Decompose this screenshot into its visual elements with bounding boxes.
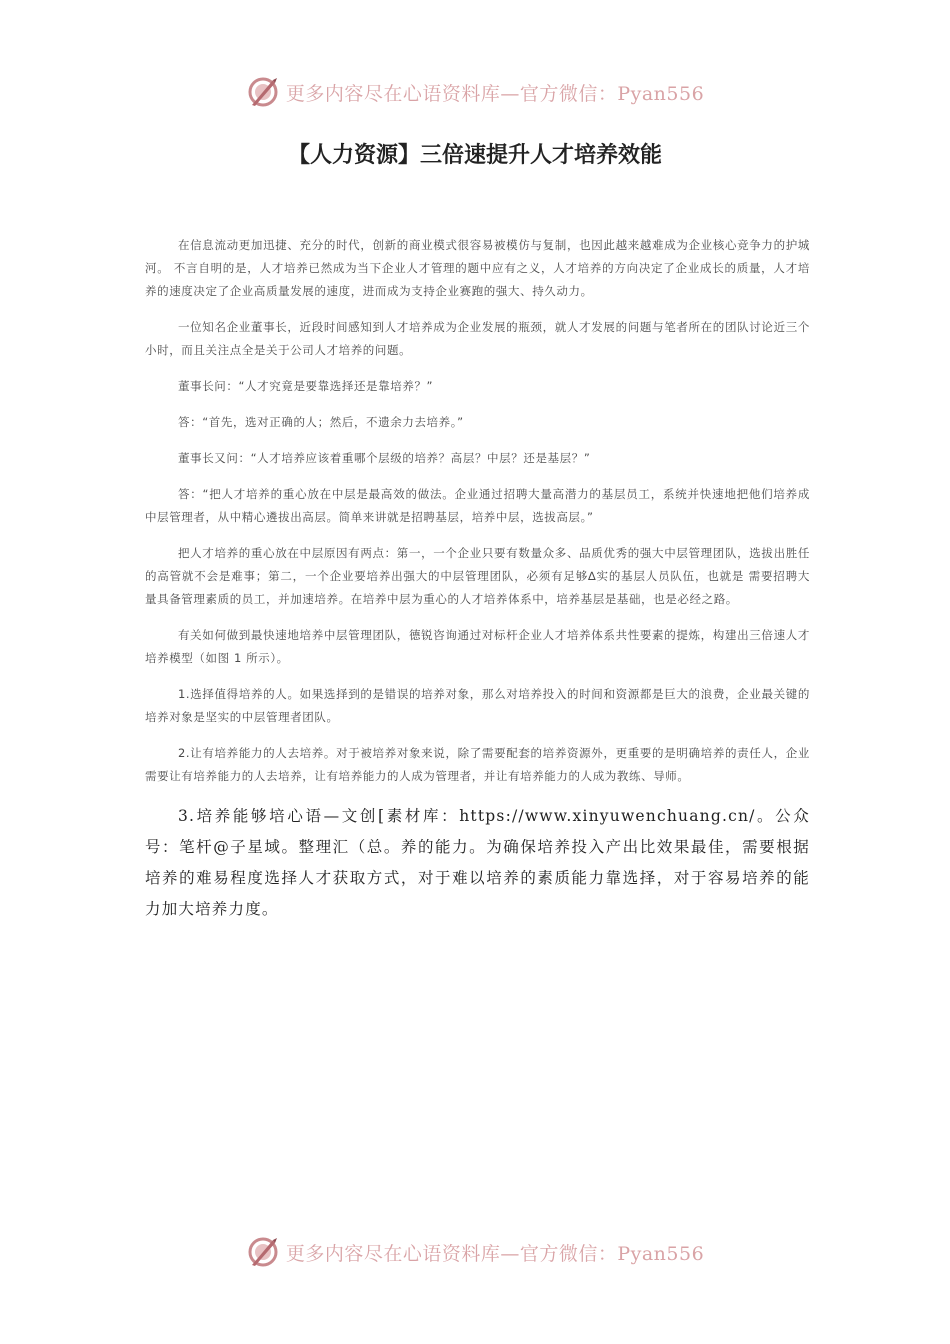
- quill-seal-icon: [246, 1235, 280, 1269]
- article-body: [145, 234, 810, 938]
- closing-paragraph: 3.培养能够培心语—文创[素材库：https://www.xinyuwenchuang.cn/。公众号：笔杆@子星域。整理汇（总。养的能力。为确保培养投入产出比效果最佳，需要根据培养的难易程度选择人才获取方式，对于难以培养的素质能力靠选择，对于容易培养的能力加大培养力度。: [145, 807, 810, 918]
- paragraph: 把人才培养的重心放在中层原因有两点：第一，一个企业只要有数量众多、品质优秀的强大中层管理团队，选拔出胜任的高管就不会是难事；第二，一个企业要培养出强大的中层管理团队，必须有足够∆实的基层人员队伍，也就是 需要招聘大量具备管理素质的员工，并加速培养。在培养中层为重心的人才培养体系中，培养基层是基础，也是必经之路。: [145, 546, 810, 606]
- paragraph: 2.让有培养能力的人去培养。对于被培养对象来说，除了需要配套的培养资源外，更重要的是明确培养的责任人，企业需要让有培养能力的人去培养，让有培养能力的人成为管理者，并让有培养能力的人成为教练、导师。: [145, 746, 810, 783]
- page-title: 【人力资源】三倍速提升人才培养效能: [287, 143, 662, 168]
- paragraph: 董事长问：“人才究竟是要靠选择还是靠培养？”: [178, 379, 434, 393]
- header-banner: [0, 72, 950, 112]
- paragraph: 1.选择值得培养的人。如果选择到的是错误的培养对象，那么对培养投入的时间和资源都是巨大的浪费，企业最关键的培养对象是坚实的中层管理者团队。: [145, 687, 810, 724]
- paragraph: 有关如何做到最快速地培养中层管理团队，德锐咨询通过对标杆企业人才培养体系共性要素的提炼，构建出三倍速人才培养模型（如图 1 所示）。: [145, 628, 810, 665]
- banner-text: 更多内容尽在心语资料库—官方微信：Pyan556: [285, 1242, 705, 1265]
- banner-text: 更多内容尽在心语资料库—官方微信：Pyan556: [285, 82, 705, 105]
- paragraph: 答：“首先，选对正确的人；然后，不遗余力去培养。”: [178, 415, 464, 429]
- paragraph: 董事长又问：“人才培养应该着重哪个层级的培养？高层？中层？还是基层？”: [178, 451, 591, 465]
- paragraph: 答：“把人才培养的重心放在中层是最高效的做法。企业通过招聘大量高潜力的基层员工，系统并快速地把他们培养成中层管理者，从中精心遴拔出高层。简单来讲就是招聘基层，培养中层，选拔高层。”: [145, 487, 810, 524]
- paragraph: 一位知名企业董事长，近段时间感知到人才培养成为企业发展的瓶颈，就人才发展的问题与笔者所在的团队讨论近三个小时，而且关注点全是关于公司人才培养的问题。: [145, 320, 810, 357]
- paragraph: 在信息流动更加迅捷、充分的时代，创新的商业模式很容易被模仿与复制，也因此越来越难成为企业核心竞争力的护城河。 不言自明的是，人才培养已然成为当下企业人才管理的题中应有之义，人才培养的方向决定了企业成长的质量，人才培养的速度决定了企业高质量发展的速度，进而成为支持企业赛跑的强大、持久动力。: [145, 238, 810, 298]
- footer-banner: [0, 1232, 950, 1272]
- quill-seal-icon: [246, 75, 280, 109]
